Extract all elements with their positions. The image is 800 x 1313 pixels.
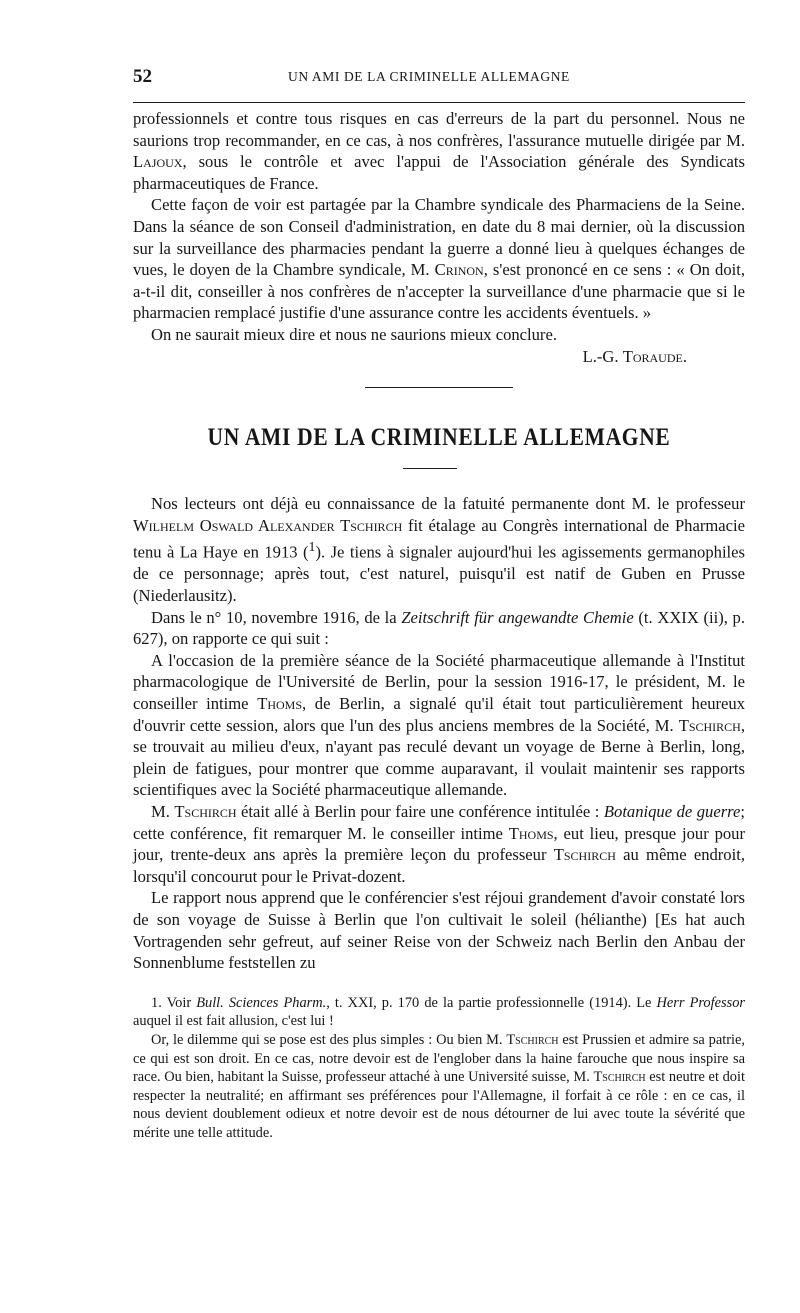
paragraph: A l'occasion de la première séance de la Société pharmaceutique allemande à l'Institut pharmacologique de l'Université de Berlin, pour la session 1916-17, le président, M. le conseiller intime Thoms, de Berlin, a signalé qu'il était tout particulièrement heureux d'ouvrir cette session, alors que l'un des plus anciens membres de la Société, M. Tschirch, se trouvait au milieu d'eux, n'ayant pas reculé devant un voyage de Berne à Berlin, long, plein de fatigues, pour montrer que comme auparavant, il voulait maintenir ses rapports scientifiques avec la Société pharmaceutique allemande. [133, 650, 745, 800]
person-name: Wilhelm Oswald Alexander Tschirch [133, 515, 403, 535]
paragraph: M. Tschirch était allé à Berlin pour faire une conférence intitulée : Botanique de guerre; cette conférence, fit remarquer M. le conseiller intime Thoms, eut lieu, presque jour pour jour, trente-deux ans après la première leçon du professeur Tschirch au même endroit, lorsqu'il concourut pour le Privat-dozent. [133, 801, 745, 886]
paragraph: professionnels et contre tous risques en cas d'erreurs de la part du personnel. Nous ne saurions trop recommander, en ce cas, à nos confrères, l'assurance mutuelle dirigée par M. Lajoux, sous le contrôle et avec l'appui de l'Association générale des Syndicats pharmaceutiques de France. [133, 109, 745, 193]
article-title: UN AMI DE LA CRIMINELLE ALLEMAGNE [207, 424, 671, 452]
previous-article-ending [133, 108, 745, 367]
paragraph: Le rapport nous apprend que le conférencier s'est réjoui grandement d'avoir constaté lors de son voyage de Suisse à Berlin que l'on cultivait le soleil (hélianthe) [Es hat auch Vortragenden sehr gefreut, auf seiner Reise von der Schweiz nach Berlin den Anbau der Sonnenblume feststellen zu [133, 888, 745, 973]
person-name: Crinon [434, 260, 484, 280]
author-signature: L.-G. Toraude. [582, 346, 687, 366]
title-rule [403, 468, 457, 469]
running-title: UN AMI DE LA CRIMINELLE ALLEMAGNE [288, 69, 570, 84]
article-body [133, 493, 745, 974]
running-head [133, 66, 745, 92]
paragraph: Nos lecteurs ont déjà eu connaissance de la fatuité permanente dont M. le professeur Wilhelm Oswald Alexander Tschirch fit étalage au Congrès international de Pharmacie tenu à La Haye en 1913 ($^1$). Je tiens à signaler aujourd'hui les agissements germanophiles de ce personnage; après tout, c'est naturel, puisqu'il est natif de Guben en Prusse (Niederlausitz). [133, 494, 745, 606]
talk-title: Botanique de guerre [603, 801, 741, 821]
page-number: 52 [133, 66, 152, 87]
footnote: Or, le dilemme qui se pose est des plus simples : Ou bien M. Tschirch est Prussien et admire sa patrie, ce qui est son droit. En ce cas, notre devoir est de l'englober dans la haine farouche que nous inspire sa race. Ou bien, habitant la Suisse, professeur attaché à une Université suisse, M. Tschirch est neutre et doit respecter la neutralité; en affirmant ses préférences pour l'Allemagne, il forfait à ce rôle : en ce cas, il nous devient doublement odieux et notre devoir est de nous détourner de lui avec toute la sévérité que mérite une telle attitude. [133, 1031, 746, 1141]
footnote: 1. Voir Bull. Sciences Pharm., t. XXI, p. 170 de la partie professionnelle (1914). Le Herr Professor auquel il est fait allusion, c'est lui ! [133, 994, 745, 1030]
footnotes [133, 994, 745, 1143]
journal-title: Zeitschrift für angewandte Chemie [401, 607, 634, 627]
header-rule [133, 102, 745, 103]
paragraph: On ne saurait mieux dire et nous ne saurions mieux conclure. [151, 324, 557, 344]
footnote-ref[interactable]: 1 [308, 539, 316, 555]
paragraph: Cette façon de voir est partagée par la Chambre syndicale des Pharmaciens de la Seine. Dans la séance de son Conseil d'administration, en date du 8 mai dernier, où la discussion sur la surveillance des pharmacies pendant la guerre a donné lieu à quelques échanges de vues, le doyen de la Chambre syndicale, M. Crinon, s'est prononcé en ce sens : « On doit, a-t-il dit, conseiller à nos confrères de n'accepter la surveillance d'une pharmacie que si le pharmacien remplacé justifie d'une assurance contre les accidents éventuels. » [133, 195, 745, 323]
article-separator [365, 387, 513, 388]
journal-page [133, 66, 745, 1142]
paragraph: Dans le n° 10, novembre 1916, de la Zeitschrift für angewandte Chemie (t. XXIX (ii), p. 627), on rapporte ce qui suit : [133, 607, 745, 649]
person-name: Lajoux [133, 152, 183, 172]
